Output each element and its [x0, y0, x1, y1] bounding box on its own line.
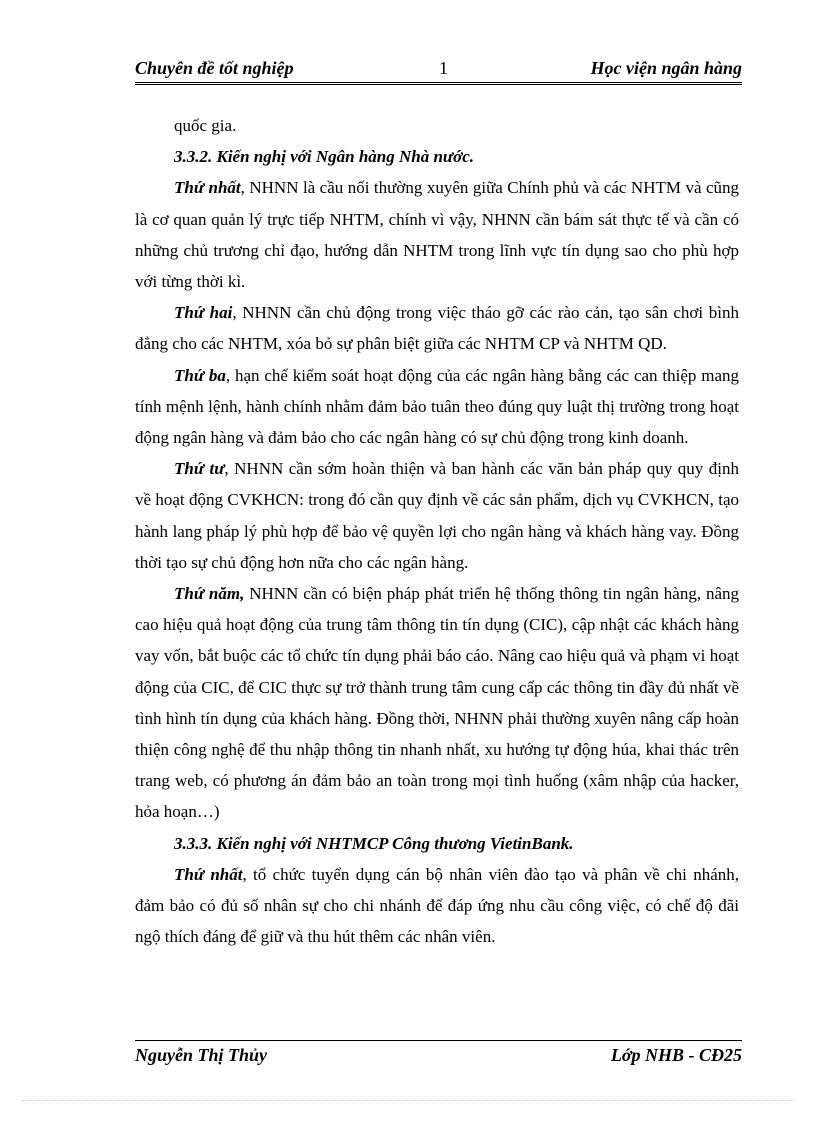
paragraph-first: [135, 172, 739, 297]
header-title: Chuyên đề tốt nghiệp: [135, 58, 294, 78]
page-body: [135, 110, 739, 952]
paragraph-lead: Thứ hai: [174, 303, 233, 323]
paragraph-second: [135, 297, 739, 359]
paragraph-text: , NHNN cần chủ động trong việc tháo gỡ các rào cản, tạo sân chơi bình đẳng cho các NHTM, xóa bỏ sự phân biệt giữa các NHTM CP và NHTM QD.: [135, 303, 739, 354]
footer-author: Nguyễn Thị Thủy: [135, 1045, 268, 1065]
paragraph-text: , NHNN cần sớm hoàn thiện và ban hành các văn bản pháp quy quy định về hoạt động CVKHCN: trong đó cần quy định về các sản phẩm, dịch vụ CVKHCN, tạo hành lang pháp lý phù hợp để bảo vệ quyền lợi cho ngân hàng và khách hàng vay. Đồng thời tạo sự chủ động hơn nữa cho các ngân hàng.: [135, 459, 740, 572]
paragraph-text: , hạn chế kiểm soát hoạt động của các ngân hàng bằng các can thiệp mang tính mệnh lệnh, hành chính nhằm đảm bảo tuân theo đúng quy luật thị trường trong hoạt động ngân hàng và đảm bảo cho các ngân hàng có sự chủ động trong kinh doanh.: [135, 365, 739, 448]
section-heading-3-3-3: 3.3.3. Kiến nghị với NHTMCP Công thương VietinBank.: [174, 833, 574, 853]
page-number: 1: [439, 58, 448, 78]
paragraph-lead: Thứ nhất: [174, 178, 241, 198]
paragraph-lead: Thứ năm,: [174, 584, 245, 604]
page-boundary-divider: [22, 1100, 794, 1101]
header-institution: Học viện ngân hàng: [590, 58, 742, 78]
paragraph-lead: Thứ ba: [174, 365, 226, 385]
paragraph-text: , NHNN là cầu nối thường xuyên giữa Chính phủ và các NHTM và cũng là cơ quan quản lý trực tiếp NHTM, chính vì vậy, NHNN cần bám sát thực tế và cần có những chủ trương chỉ đạo, hướng dẫn NHTM trong lĩnh vực tín dụng sao cho phù hợp với từng thời kì.: [135, 178, 740, 292]
paragraph-text: NHNN cần có biện pháp phát triển hệ thống thông tin ngân hàng, nâng cao hiệu quả hoạt động của trung tâm thông tin tín dụng (CIC), cập nhật các khách hàng vay vốn, bắt buộc các tổ chức tín dụng phải báo cáo. Nâng cao hiệu quả và phạm vi hoạt động của CIC, để CIC thực sự trở thành trung tâm cung cấp các thông tin đầy đủ nhất về tình hình tín dụng của khách hàng. Đồng thời, NHNN phải thường xuyên nâng cấp hoàn thiện công nghệ để thu nhập thông tin nhanh nhất, xu hướng tự động húa, khai thác trên trang web, có phương án đảm bảo an toàn trong mọi tình huống (xâm nhập của hacker, hỏa hoạn…): [135, 584, 739, 822]
paragraph-continuation: quốc gia.: [174, 116, 237, 135]
paragraph-text: , tổ chức tuyển dụng cán bộ nhân viên đào tạo và phân về chi nhánh, đảm bảo có đủ số nhân sự cho chi nhánh để đáp ứng nhu cầu công việc, có chế độ đãi ngộ thích đáng để giữ và thu hút thêm các nhân viên.: [135, 864, 740, 947]
section-heading-3-3-2: 3.3.2. Kiến nghị với Ngân hàng Nhà nước.: [174, 147, 475, 167]
paragraph-lead: Thứ tư: [174, 459, 225, 479]
page-footer: [135, 1040, 742, 1069]
paragraph-lead: Thứ nhất: [174, 864, 243, 884]
paragraph-sixth: [135, 859, 739, 953]
paragraph-third: [135, 360, 739, 454]
footer-class: Lớp NHB - CĐ25: [610, 1045, 742, 1065]
paragraph-fifth: [135, 578, 739, 828]
paragraph-fourth: [135, 453, 739, 578]
page-header: [135, 56, 742, 85]
